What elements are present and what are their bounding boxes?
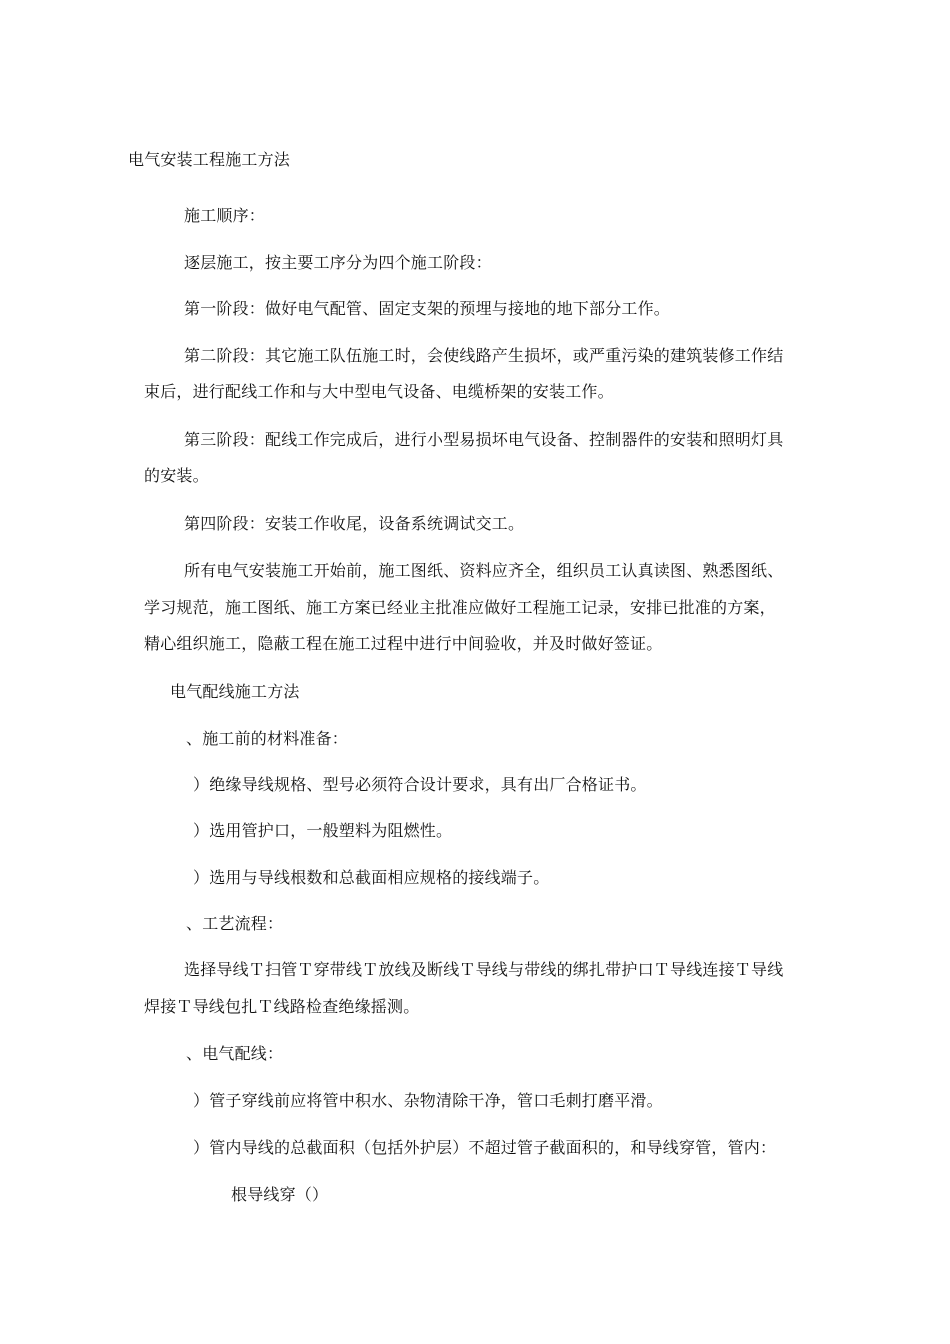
paragraph-stage-2-line-1: 第二阶段：其它施工队伍施工时，会使线路产生损坏，或严重污染的建筑装修工作结: [184, 346, 784, 365]
section-heading-wiring: 电气配线施工方法: [170, 682, 300, 701]
paragraph-stage-1: 第一阶段：做好电气配管、固定支架的预埋与接地的地下部分工作。: [184, 299, 671, 318]
paragraph-stage-4: 第四阶段：安装工作收尾，设备系统调试交工。: [184, 514, 525, 533]
paragraph-process-line-2: 焊接Ｔ导线包扎Ｔ线路检查绝缘摇测。: [144, 997, 420, 1016]
list-item-wiring-2: ）管内导线的总截面积（包括外护层）不超过管子截面积的，和导线穿管，管内：: [193, 1138, 777, 1157]
paragraph-order-intro: 逐层施工，按主要工序分为四个施工阶段：: [184, 253, 492, 272]
paragraph-stage-3-line-1: 第三阶段：配线工作完成后，进行小型易损坏电气设备、控制器件的安装和照明灯具: [184, 430, 784, 449]
paragraph-stage-3-line-2: 的安装。: [144, 466, 209, 485]
paragraph-prep-line-2: 学习规范，施工图纸、施工方案已经业主批准应做好工程施工记录，安排已批准的方案，: [144, 598, 776, 617]
list-item-material-3: ）选用与导线根数和总截面相应规格的接线端子。: [193, 868, 550, 887]
paragraph-process-line-1: 选择导线Ｔ扫管Ｔ穿带线Ｔ放线及断线Ｔ导线与带线的绑扎带护口Ｔ导线连接Ｔ导线: [184, 960, 784, 979]
subheading-wiring: 、电气配线：: [186, 1044, 284, 1063]
paragraph-order-heading: 施工顺序：: [184, 206, 266, 225]
document-title: 电气安装工程施工方法: [128, 150, 291, 169]
paragraph-prep-line-3: 精心组织施工，隐蔽工程在施工过程中进行中间验收，并及时做好签证。: [144, 634, 663, 653]
list-item-material-1: ）绝缘导线规格、型号必须符合设计要求，具有出厂合格证书。: [193, 775, 647, 794]
subheading-materials: 、施工前的材料准备：: [186, 729, 349, 748]
paragraph-prep-line-1: 所有电气安装施工开始前，施工图纸、资料应齐全，组织员工认真读图、熟悉图纸、: [184, 561, 784, 580]
list-item-material-2: ）选用管护口，一般塑料为阻燃性。: [193, 821, 453, 840]
list-item-wiring-1: ）管子穿线前应将管中积水、杂物清除干净，管口毛刺打磨平滑。: [193, 1091, 663, 1110]
paragraph-stage-2-line-2: 束后，进行配线工作和与大中型电气设备、电缆桥架的安装工作。: [144, 382, 614, 401]
subheading-process: 、工艺流程：: [186, 914, 284, 933]
list-item-wiring-3: 根导线穿（）: [231, 1185, 329, 1204]
